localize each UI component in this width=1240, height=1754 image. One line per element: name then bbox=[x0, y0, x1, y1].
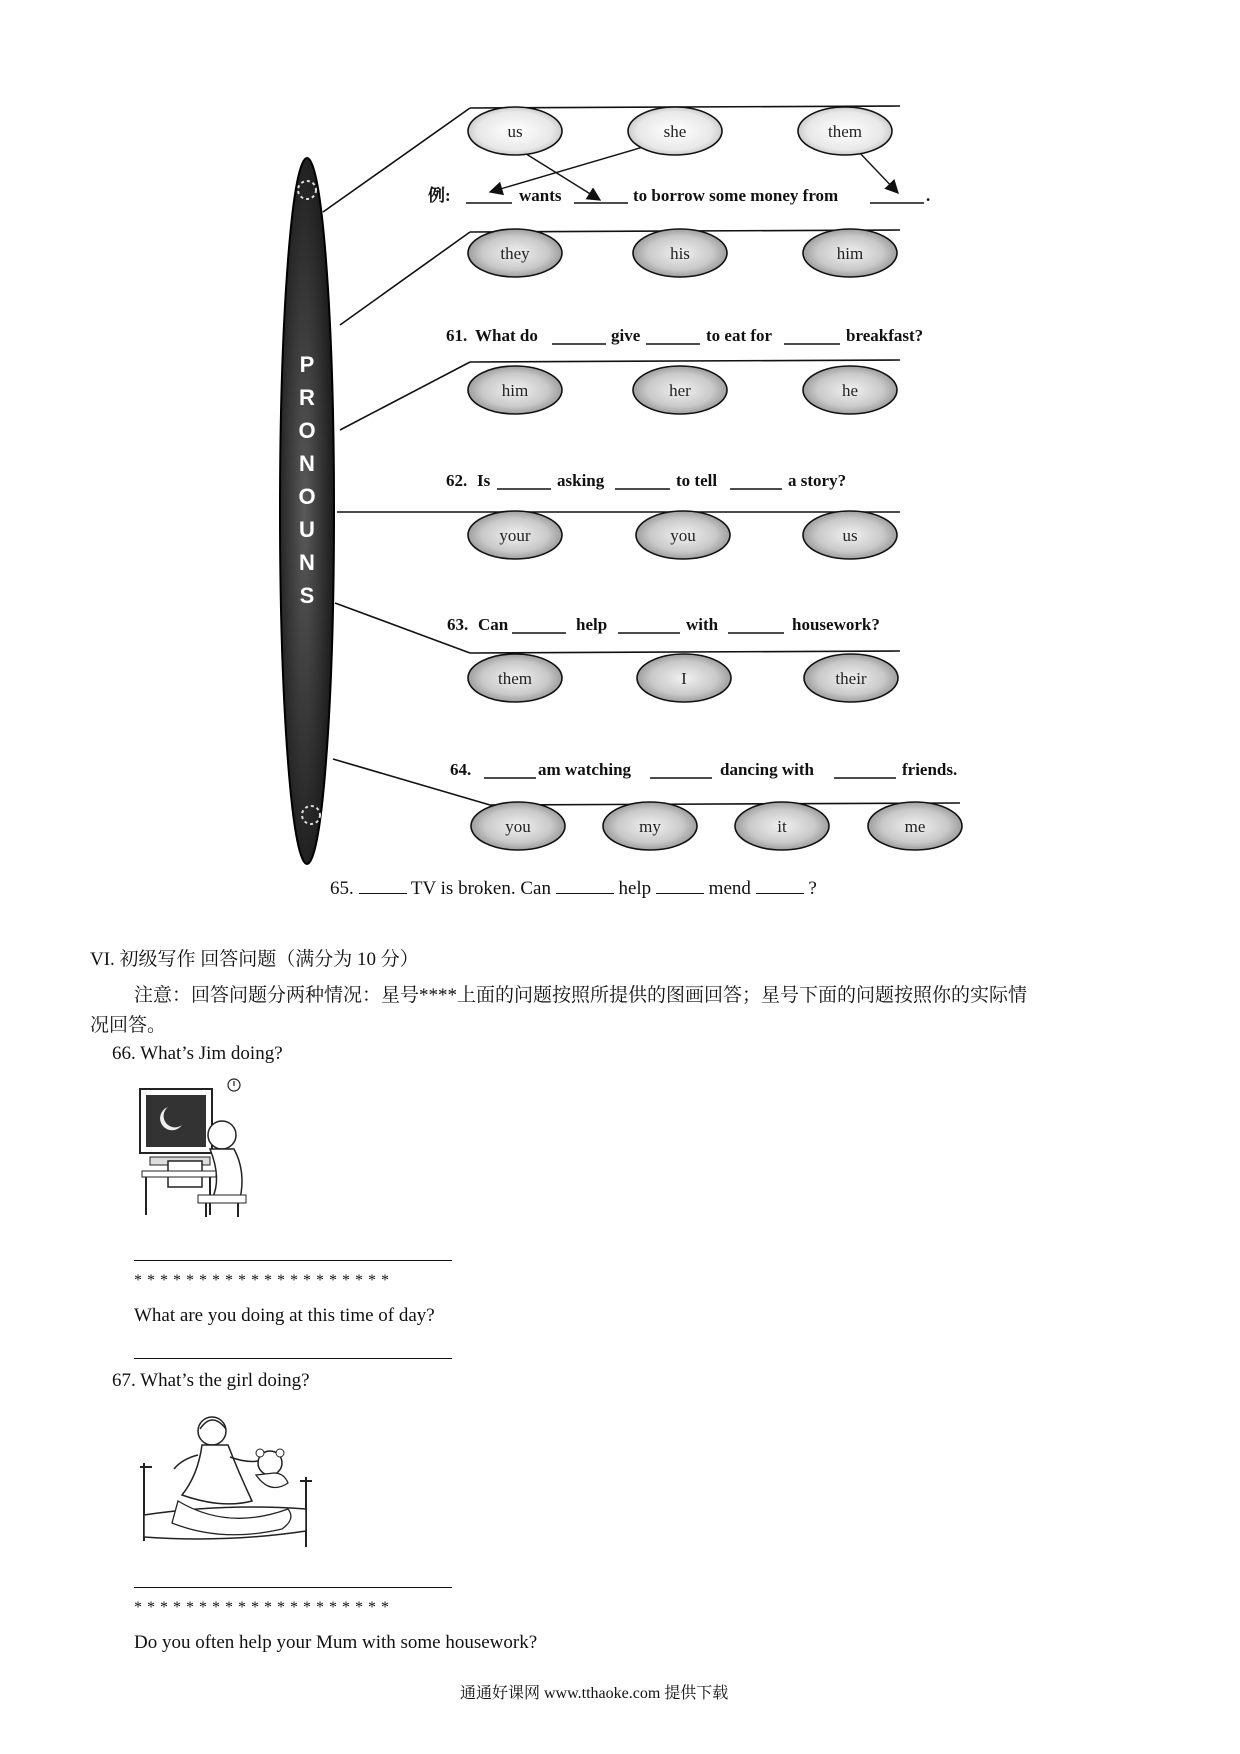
q67-stars: ******************** bbox=[134, 1599, 394, 1616]
example-prefix: 例: bbox=[428, 186, 451, 205]
q67-answer-line-1[interactable] bbox=[134, 1587, 452, 1588]
option-label: him bbox=[836, 244, 864, 263]
spine-letter-n: N bbox=[299, 451, 315, 476]
girl-bed-illustration bbox=[138, 1405, 313, 1570]
q61-option-him[interactable] bbox=[468, 366, 562, 414]
q63-text-3: with bbox=[686, 615, 719, 634]
q61-text-3: to eat for bbox=[706, 326, 773, 345]
spine-letter-p: P bbox=[299, 352, 315, 377]
q67-followup: Do you often help your Mum with some housework? bbox=[134, 1632, 538, 1653]
jim-computer-illustration bbox=[138, 1075, 258, 1225]
q61-text-4: breakfast? bbox=[846, 326, 924, 345]
option-label: me bbox=[904, 817, 926, 836]
q65-line bbox=[330, 878, 817, 900]
q63-option-i[interactable] bbox=[637, 654, 731, 702]
q63-option-their[interactable] bbox=[804, 654, 898, 702]
q61-text-1: What do bbox=[475, 326, 538, 345]
q65-number: 65. bbox=[330, 878, 354, 899]
q61-option-her[interactable] bbox=[633, 366, 727, 414]
option-label: them bbox=[498, 669, 532, 688]
q62-option-you[interactable] bbox=[636, 511, 730, 559]
q64-option-it[interactable] bbox=[735, 802, 829, 850]
q63-number: 63. bbox=[447, 615, 469, 634]
option-label: he bbox=[841, 381, 859, 400]
q64-text-2: am watching bbox=[538, 760, 632, 779]
spine-letter-n: N bbox=[299, 550, 315, 575]
page-footer: 通通好课网 www.tthaoke.com 提供下载 bbox=[460, 1685, 729, 1702]
spine-letter-s: S bbox=[299, 583, 315, 608]
q63-text-4: housework? bbox=[792, 615, 880, 634]
option-label: it bbox=[777, 817, 787, 836]
option-label: their bbox=[835, 669, 867, 688]
option-label: her bbox=[669, 381, 691, 400]
q64-option-my[interactable] bbox=[603, 802, 697, 850]
example-bottom-option-they[interactable] bbox=[468, 229, 562, 277]
q64-number: 64. bbox=[450, 760, 472, 779]
q66-answer-line-2[interactable] bbox=[134, 1358, 452, 1359]
example-bottom-option-his[interactable] bbox=[633, 229, 727, 277]
q62-text-4: a story? bbox=[788, 471, 847, 490]
q63-text-1: Can bbox=[478, 615, 509, 634]
q63-option-them[interactable] bbox=[468, 654, 562, 702]
q62-text-1: Is bbox=[477, 471, 491, 490]
example-end: . bbox=[926, 186, 931, 205]
spine-letter-o: O bbox=[298, 418, 316, 443]
q63-text-2: help bbox=[576, 615, 608, 634]
option-label: you bbox=[670, 526, 696, 545]
option-label: I bbox=[681, 669, 687, 688]
q62-option-your[interactable] bbox=[468, 511, 562, 559]
option-label: his bbox=[670, 244, 690, 263]
option-label: us bbox=[507, 122, 523, 141]
example-bottom-option-him[interactable] bbox=[803, 229, 897, 277]
q65-blank-4[interactable] bbox=[756, 878, 804, 894]
example-word-wants: wants bbox=[519, 186, 562, 205]
example-top-option-us[interactable] bbox=[468, 107, 562, 155]
q65-text-1: TV is broken. Can bbox=[410, 878, 551, 899]
q65-blank-1[interactable] bbox=[359, 878, 407, 894]
spine-letter-o: O bbox=[298, 484, 316, 509]
option-label: them bbox=[828, 122, 862, 141]
example-top-option-she[interactable] bbox=[628, 107, 722, 155]
q67-question: 67. What’s the girl doing? bbox=[112, 1370, 310, 1391]
option-label: you bbox=[505, 817, 531, 836]
option-label: us bbox=[842, 526, 858, 545]
q65-blank-2[interactable] bbox=[556, 878, 614, 894]
q62-text-2: asking bbox=[557, 471, 605, 490]
section-note-line-2: 况回答。 bbox=[90, 1015, 167, 1036]
section-title: VI. 初级写作 回答问题（满分为 10 分） bbox=[90, 949, 419, 970]
q62-option-us[interactable] bbox=[803, 511, 897, 559]
q64-text-3: dancing with bbox=[720, 760, 814, 779]
q64-option-me[interactable] bbox=[868, 802, 962, 850]
q66-answer-line-1[interactable] bbox=[134, 1260, 452, 1261]
q64-text-4: friends. bbox=[902, 760, 958, 779]
q62-text-3: to tell bbox=[676, 471, 718, 490]
q66-followup: What are you doing at this time of day? bbox=[134, 1305, 435, 1326]
q66-stars: ******************** bbox=[134, 1272, 394, 1289]
q65-text-4: ? bbox=[808, 878, 817, 899]
example-word-borrow: to borrow some money from bbox=[633, 186, 839, 205]
section-note-line-1: 注意：回答问题分两种情况：星号****上面的问题按照所提供的图画回答；星号下面的问题按照你的实际情 bbox=[134, 985, 1028, 1006]
q61-text-2: give bbox=[611, 326, 641, 345]
q64-option-you[interactable] bbox=[471, 802, 565, 850]
option-label: they bbox=[500, 244, 530, 263]
q62-number: 62. bbox=[446, 471, 468, 490]
option-label: she bbox=[663, 122, 687, 141]
q61-number: 61. bbox=[446, 326, 468, 345]
q65-text-2: help bbox=[618, 878, 652, 899]
example-top-option-them[interactable] bbox=[798, 107, 892, 155]
option-label: him bbox=[501, 381, 529, 400]
pronouns-spine bbox=[280, 158, 334, 864]
q66-question: 66. What’s Jim doing? bbox=[112, 1043, 283, 1064]
option-label: your bbox=[499, 526, 531, 545]
q65-text-3: mend bbox=[708, 878, 751, 899]
option-label: my bbox=[639, 817, 661, 836]
spine-letter-u: U bbox=[299, 517, 315, 542]
spine-letter-r: R bbox=[299, 385, 315, 410]
q65-blank-3[interactable] bbox=[656, 878, 704, 894]
q61-option-he[interactable] bbox=[803, 366, 897, 414]
